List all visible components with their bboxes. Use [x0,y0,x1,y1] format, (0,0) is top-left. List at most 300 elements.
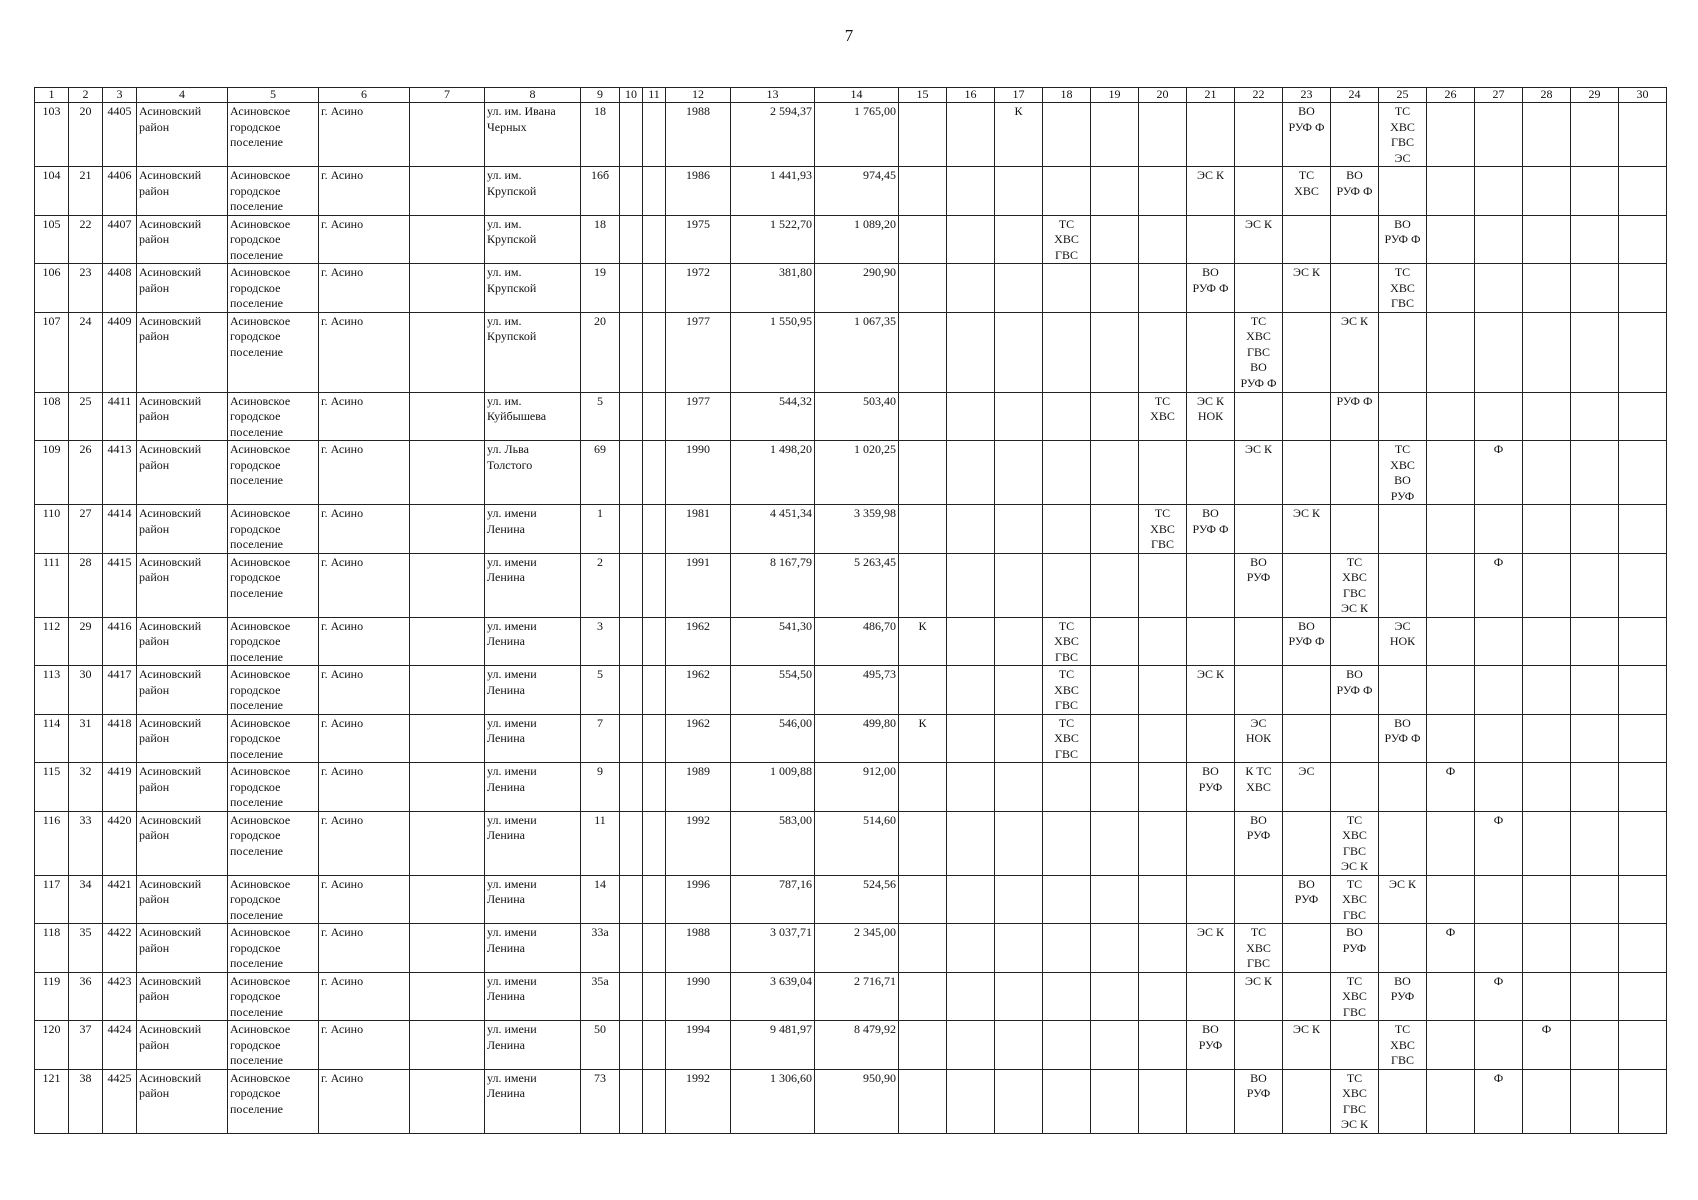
table-cell: ВО РУФ [1379,972,1427,1021]
table-cell [643,441,666,505]
table-cell [1043,875,1091,924]
table-cell: ул. им. Крупской [485,264,581,313]
table-header [35,88,1667,103]
table-cell [1571,167,1619,216]
table-cell: ТС ХВС ГВС [1043,215,1091,264]
table-cell: ЭС К [1283,1021,1331,1070]
table-cell [1379,666,1427,715]
column-header: 22 [1235,88,1283,103]
table-cell [1187,553,1235,617]
table-cell [410,1069,485,1133]
table-cell [899,103,947,167]
table-cell [1331,505,1379,554]
table-cell: ЭС К [1235,441,1283,505]
table-cell [1091,441,1139,505]
column-header: 18 [1043,88,1091,103]
table-cell [899,924,947,973]
column-header: 1 [35,88,69,103]
column-number-row [35,88,1667,103]
table-cell: 4425 [103,1069,137,1133]
table-cell [1427,617,1475,666]
table-cell: 1 498,20 [731,441,815,505]
table-cell [1283,441,1331,505]
table-cell: 104 [35,167,69,216]
table-cell [620,441,643,505]
table-cell: 19 [581,264,620,313]
table-cell [643,714,666,763]
table-cell: Ф [1475,811,1523,875]
table-cell: ул. Льва Толстого [485,441,581,505]
table-cell [643,1069,666,1133]
table-row [35,264,1667,313]
table-cell [643,972,666,1021]
table-cell: 4408 [103,264,137,313]
table-cell [947,811,995,875]
table-cell [643,264,666,313]
table-cell: 11 [581,811,620,875]
column-header: 12 [666,88,731,103]
table-cell: ТС ХВС ГВС [1043,617,1091,666]
column-header: 17 [995,88,1043,103]
column-header: 19 [1091,88,1139,103]
table-cell [1619,392,1667,441]
table-cell [1139,666,1187,715]
table-cell: Асиновский район [137,617,228,666]
table-cell: ЭС [1283,763,1331,812]
table-cell [1523,972,1571,1021]
table-cell [1619,714,1667,763]
table-cell [643,167,666,216]
table-cell: К ТС ХВС [1235,763,1283,812]
table-cell [1091,264,1139,313]
table-cell [1331,441,1379,505]
table-cell [1091,392,1139,441]
table-cell [1235,392,1283,441]
table-cell: Асиновское городское поселение [228,617,319,666]
table-cell: 113 [35,666,69,715]
table-cell: Асиновское городское поселение [228,167,319,216]
table-cell [643,553,666,617]
table-cell: г. Асино [319,763,410,812]
table-cell [410,811,485,875]
table-cell: ВО РУФ Ф [1187,505,1235,554]
table-cell [1523,441,1571,505]
table-cell [1139,714,1187,763]
table-cell: 36 [69,972,103,1021]
table-cell: ВО РУФ [1331,924,1379,973]
table-row [35,215,1667,264]
table-cell [1571,875,1619,924]
table-cell [1187,441,1235,505]
table-cell [1571,264,1619,313]
table-cell: 5 263,45 [815,553,899,617]
table-cell [1475,167,1523,216]
table-cell: Ф [1475,553,1523,617]
table-cell: ТС ХВС ГВС [1331,875,1379,924]
table-cell: ул. имени Ленина [485,1021,581,1070]
table-cell: Асиновское городское поселение [228,714,319,763]
table-cell [1571,312,1619,392]
table-cell: ул. им. Крупской [485,167,581,216]
table-cell: 1990 [666,441,731,505]
table-cell: 4 451,34 [731,505,815,554]
table-cell: 950,90 [815,1069,899,1133]
table-cell [1571,505,1619,554]
table-cell [1187,875,1235,924]
table-cell: 290,90 [815,264,899,313]
table-cell: 2 345,00 [815,924,899,973]
table-cell: 32 [69,763,103,812]
table-cell [1091,972,1139,1021]
table-cell: 29 [69,617,103,666]
table-cell: 105 [35,215,69,264]
table-cell [995,811,1043,875]
table-cell: Ф [1475,1069,1523,1133]
table-cell [410,763,485,812]
table-cell [620,312,643,392]
table-cell [1331,215,1379,264]
column-header: 11 [643,88,666,103]
table-cell: ул. имени Ленина [485,714,581,763]
table-cell: 4421 [103,875,137,924]
table-cell [1523,264,1571,313]
table-cell [1091,763,1139,812]
table-cell: Асиновский район [137,553,228,617]
table-cell [1427,167,1475,216]
table-cell: г. Асино [319,924,410,973]
table-cell [947,441,995,505]
table-cell: 1962 [666,617,731,666]
table-cell: 28 [69,553,103,617]
table-cell: Асиновский район [137,924,228,973]
table-cell [410,392,485,441]
table-cell [1187,215,1235,264]
table-cell [410,312,485,392]
table-cell [1475,666,1523,715]
table-cell: Асиновское городское поселение [228,505,319,554]
table-cell: Асиновский район [137,811,228,875]
table-cell [1523,924,1571,973]
table-cell [1043,103,1091,167]
column-header: 27 [1475,88,1523,103]
table-cell [1283,215,1331,264]
table-cell [1043,392,1091,441]
table-cell [1475,103,1523,167]
table-cell [1283,392,1331,441]
table-cell: К [995,103,1043,167]
table-cell [1619,763,1667,812]
table-cell [643,103,666,167]
column-header: 13 [731,88,815,103]
table-cell: 38 [69,1069,103,1133]
table-cell [410,553,485,617]
table-cell [899,1021,947,1070]
table-cell: Асиновский район [137,505,228,554]
table-cell [620,875,643,924]
table-cell [620,167,643,216]
table-cell: 2 716,71 [815,972,899,1021]
table-cell [1571,103,1619,167]
table-cell: 3 [581,617,620,666]
column-header: 30 [1619,88,1667,103]
table-cell [947,264,995,313]
table-cell [1475,875,1523,924]
table-cell [410,875,485,924]
table-cell [1427,1069,1475,1133]
table-cell [947,972,995,1021]
table-cell: ЭС К [1235,972,1283,1021]
table-cell [1379,312,1427,392]
table-cell [620,264,643,313]
table-cell: 18 [581,215,620,264]
table-cell: 1992 [666,811,731,875]
table-cell: 4423 [103,972,137,1021]
table-cell [410,666,485,715]
table-cell [1139,103,1187,167]
table-cell [995,714,1043,763]
table-cell: 4411 [103,392,137,441]
table-cell [1139,1069,1187,1133]
table-cell [995,1069,1043,1133]
table-cell: Ф [1475,972,1523,1021]
table-cell: ул. имени Ленина [485,553,581,617]
table-cell [1475,1021,1523,1070]
table-cell: Асиновское городское поселение [228,264,319,313]
table-cell [1283,553,1331,617]
table-cell [1043,811,1091,875]
table-cell: 112 [35,617,69,666]
table-cell: ТС ХВС ГВС [1379,1021,1427,1070]
table-cell [1571,617,1619,666]
table-cell: Асиновский район [137,875,228,924]
table-cell: 1 020,25 [815,441,899,505]
table-cell [1187,811,1235,875]
column-header: 26 [1427,88,1475,103]
table-cell [620,666,643,715]
table-cell [995,924,1043,973]
table-cell [995,666,1043,715]
table-cell [410,103,485,167]
table-cell: ВО РУФ Ф [1379,714,1427,763]
table-cell [1523,811,1571,875]
table-cell: Асиновский район [137,312,228,392]
table-cell: 4409 [103,312,137,392]
housing-register-table [34,87,1667,1134]
table-cell [410,264,485,313]
table-cell [899,972,947,1021]
table-cell [643,312,666,392]
table-cell: 1977 [666,312,731,392]
table-cell: 1988 [666,924,731,973]
table-cell [1235,875,1283,924]
table-cell [995,215,1043,264]
table-cell: 23 [69,264,103,313]
table-cell: 1972 [666,264,731,313]
table-cell [1475,617,1523,666]
table-cell: 4415 [103,553,137,617]
table-cell: г. Асино [319,215,410,264]
table-cell: Асиновское городское поселение [228,103,319,167]
table-cell [1139,167,1187,216]
table-cell: К [899,714,947,763]
column-header: 9 [581,88,620,103]
table-cell [1043,312,1091,392]
table-cell: Ф [1427,763,1475,812]
table-cell: 114 [35,714,69,763]
table-cell [643,392,666,441]
table-cell [1379,505,1427,554]
table-cell [1475,264,1523,313]
table-cell: ул. имени Ленина [485,972,581,1021]
table-cell: г. Асино [319,875,410,924]
table-cell [899,392,947,441]
table-cell: 1991 [666,553,731,617]
table-cell: 5 [581,666,620,715]
table-cell [1475,924,1523,973]
table-cell [1139,763,1187,812]
table-cell [410,167,485,216]
table-cell [1571,1069,1619,1133]
table-cell [1475,714,1523,763]
table-cell [1475,505,1523,554]
table-cell: ЭС К [1283,264,1331,313]
table-cell: 120 [35,1021,69,1070]
table-cell [1523,167,1571,216]
table-cell: 1977 [666,392,731,441]
table-cell [1139,312,1187,392]
table-cell: 524,56 [815,875,899,924]
table-cell: ул. имени Ленина [485,666,581,715]
table-cell [410,972,485,1021]
table-cell: 1962 [666,666,731,715]
table-cell: 499,80 [815,714,899,763]
table-row [35,392,1667,441]
table-cell [1619,875,1667,924]
table-cell [1571,924,1619,973]
table-cell: Асиновское городское поселение [228,215,319,264]
table-cell: 4416 [103,617,137,666]
column-header: 20 [1139,88,1187,103]
table-cell [1427,264,1475,313]
table-cell: г. Асино [319,441,410,505]
table-row [35,714,1667,763]
table-cell: 4419 [103,763,137,812]
table-cell [620,215,643,264]
table-cell: 8 167,79 [731,553,815,617]
table-cell [1379,167,1427,216]
table-cell: 1990 [666,972,731,1021]
table-cell: ВО РУФ [1187,763,1235,812]
table-cell [1139,924,1187,973]
table-cell [947,553,995,617]
table-cell [1139,441,1187,505]
table-cell [620,811,643,875]
column-header: 28 [1523,88,1571,103]
table-cell [620,1069,643,1133]
table-cell [947,617,995,666]
table-cell: Ф [1427,924,1475,973]
table-cell [1283,924,1331,973]
table-cell [995,505,1043,554]
table-cell: 31 [69,714,103,763]
table-row [35,924,1667,973]
table-cell: г. Асино [319,264,410,313]
table-cell: Асиновский район [137,103,228,167]
table-cell [1043,924,1091,973]
table-cell: г. Асино [319,617,410,666]
table-cell [995,617,1043,666]
table-cell: 9 [581,763,620,812]
table-cell: 103 [35,103,69,167]
table-cell: Асиновское городское поселение [228,972,319,1021]
table-cell [1619,553,1667,617]
column-header: 14 [815,88,899,103]
table-cell [1091,875,1139,924]
table-cell: ул. им. Ивана Черных [485,103,581,167]
table-cell: ТС ХВС ВО РУФ [1379,441,1427,505]
table-cell [1043,167,1091,216]
table-cell: 106 [35,264,69,313]
table-cell [947,924,995,973]
table-cell [1427,666,1475,715]
table-cell [995,392,1043,441]
table-cell: ТС ХВС ГВС [1043,666,1091,715]
table-cell [1427,553,1475,617]
table-cell [995,553,1043,617]
table-cell: ЭС К [1379,875,1427,924]
table-cell: г. Асино [319,553,410,617]
table-cell [899,666,947,715]
table-cell [1139,1021,1187,1070]
table-cell [947,1069,995,1133]
table-cell: 1 765,00 [815,103,899,167]
table-cell: К [899,617,947,666]
table-cell [1331,763,1379,812]
table-cell: 73 [581,1069,620,1133]
table-cell: 4406 [103,167,137,216]
table-cell [899,811,947,875]
table-cell: г. Асино [319,1069,410,1133]
table-cell [1427,103,1475,167]
table-cell: ул. им. Крупской [485,215,581,264]
table-cell: 4407 [103,215,137,264]
table-cell: 4424 [103,1021,137,1070]
table-cell [1187,714,1235,763]
table-cell: 115 [35,763,69,812]
table-cell [1091,617,1139,666]
table-cell: 1989 [666,763,731,812]
table-cell: РУФ Ф [1331,392,1379,441]
table-cell [899,763,947,812]
table-cell: ул. им. Крупской [485,312,581,392]
table-cell [1091,714,1139,763]
table-cell [1379,763,1427,812]
table-cell: 24 [69,312,103,392]
table-cell: 4418 [103,714,137,763]
table-cell [1187,1069,1235,1133]
table-cell: 1996 [666,875,731,924]
table-cell: ВО РУФ [1235,811,1283,875]
table-cell [1331,714,1379,763]
table-cell: 107 [35,312,69,392]
table-cell [995,1021,1043,1070]
table-cell [899,215,947,264]
table-cell [1523,103,1571,167]
table-cell: г. Асино [319,312,410,392]
table-cell: 541,30 [731,617,815,666]
table-cell [620,617,643,666]
table-cell: ВО РУФ Ф [1187,264,1235,313]
